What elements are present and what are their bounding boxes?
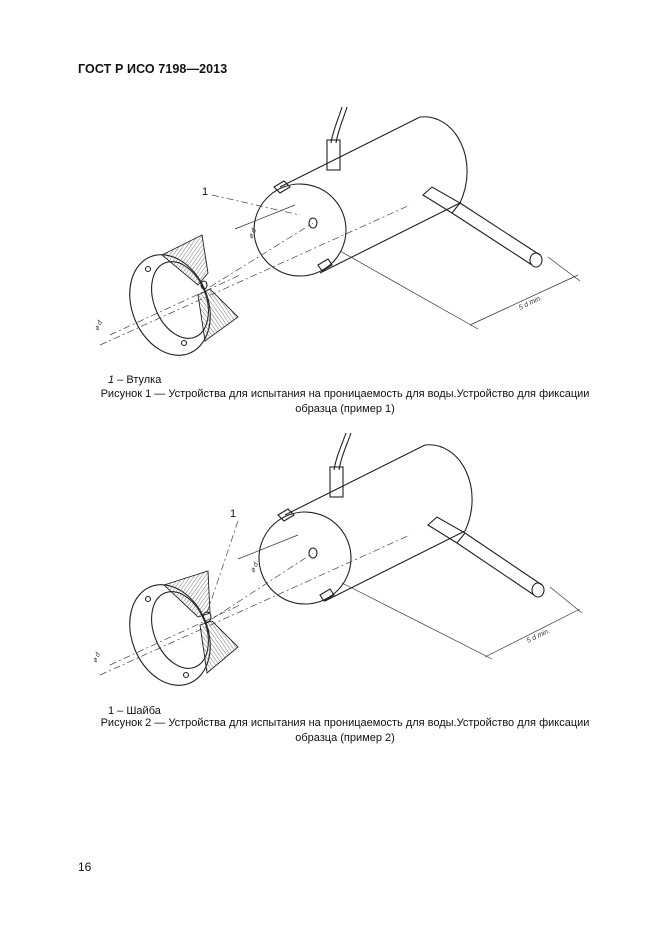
legend-number: 1 bbox=[108, 705, 115, 717]
cylinder-front-face bbox=[241, 171, 359, 289]
center-axis bbox=[100, 535, 410, 675]
figure-1-caption: Рисунок 1 — Устройства для испытания на проницаемость для воды.Устройство для фиксации образца (пример 1) bbox=[100, 388, 590, 415]
ring-section-bottom bbox=[200, 621, 238, 673]
dim-d-small-label: ⌀ d bbox=[247, 227, 259, 240]
tube-lower bbox=[452, 213, 532, 265]
center-axis bbox=[100, 205, 410, 345]
cylinder-bottom-edge bbox=[320, 203, 460, 273]
legend-text: – Втулка bbox=[114, 374, 162, 386]
cable-connector bbox=[330, 467, 343, 497]
figure-1-svg bbox=[80, 95, 610, 373]
figure-1-drawing bbox=[80, 95, 610, 373]
figure-2-svg bbox=[80, 425, 610, 705]
dim-d-ring-label: ⌀ d bbox=[93, 319, 105, 332]
cylinder-top-edge bbox=[285, 445, 425, 515]
dim-length-label: 5 d min. bbox=[525, 627, 552, 645]
leader-label-1: 1 bbox=[202, 186, 209, 198]
legend-number: 1 bbox=[108, 374, 115, 386]
ring-section-top bbox=[162, 235, 208, 285]
tube-end bbox=[532, 583, 544, 597]
legend-text: – Шайба bbox=[114, 705, 161, 717]
dim-length-label: 5 d min. bbox=[517, 294, 544, 312]
dim-d-ring-label: ⌀ d bbox=[91, 651, 103, 664]
length-dim-line bbox=[485, 609, 580, 657]
figure-1-legend bbox=[108, 374, 161, 386]
document-header: ГОСТ Р ИСО 7198—2013 bbox=[78, 62, 228, 76]
tube-fitting bbox=[428, 517, 465, 543]
ring-section-top bbox=[164, 571, 210, 617]
cylinder-back-face bbox=[420, 117, 467, 203]
cylinder-back-face bbox=[425, 445, 472, 531]
page-number: 16 bbox=[78, 860, 92, 874]
cylinder-top-edge bbox=[280, 117, 420, 187]
ring-section-bottom bbox=[198, 289, 238, 341]
figure-2-drawing bbox=[80, 425, 610, 705]
cylinder-bottom-edge bbox=[325, 531, 465, 601]
length-dim-line bbox=[470, 275, 578, 325]
leader-label-1: 1 bbox=[230, 508, 237, 520]
tube-upper bbox=[465, 533, 542, 585]
figure-2-caption: Рисунок 2 — Устройства для испытания на проницаемость для воды.Устройство для фиксации образца (пример 2) bbox=[100, 717, 590, 744]
cable-connector bbox=[327, 140, 340, 170]
tube-end bbox=[530, 253, 542, 267]
tube-lower bbox=[457, 543, 534, 595]
dim-d-small-label: ⌀ d bbox=[249, 561, 261, 574]
tube-fitting bbox=[423, 187, 460, 213]
tube-upper bbox=[460, 203, 540, 255]
